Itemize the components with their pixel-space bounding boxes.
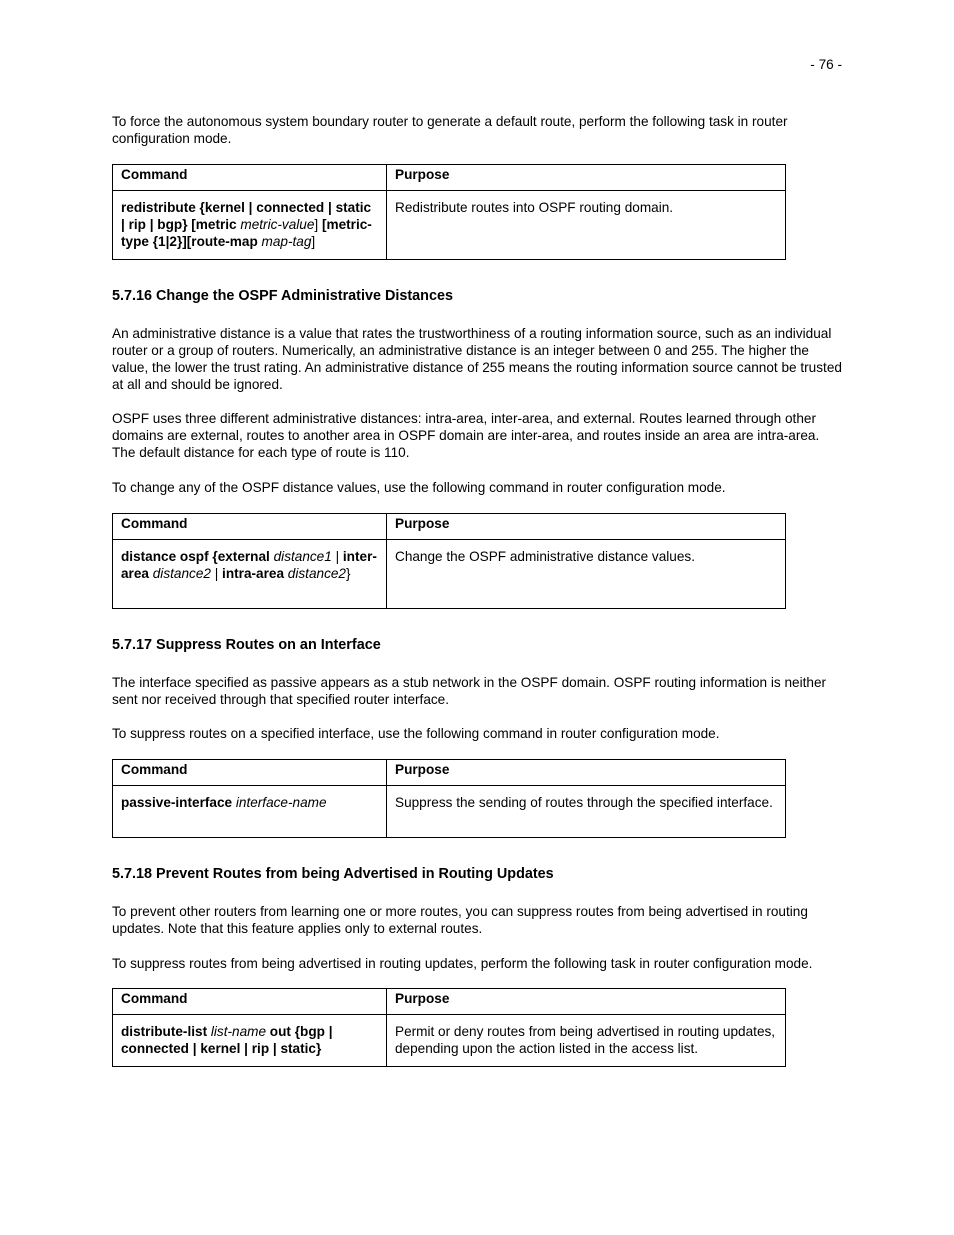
paragraph: To prevent other routers from learning one or more routes, you can suppress routes from being advertised in routing updates. Note that this feature applies only to external routes.	[112, 904, 808, 936]
command-keyword: }	[346, 566, 351, 581]
command-argument: list-name	[210, 1024, 267, 1039]
column-header-purpose: Purpose	[387, 165, 786, 191]
command-table-redistribute	[112, 164, 786, 260]
command-keyword: |	[210, 566, 223, 581]
paragraph: To suppress routes from being advertised in routing updates, perform the following task in router configuration mode.	[112, 956, 813, 971]
page-number: - 76 -	[810, 57, 842, 72]
column-header-command: Command	[113, 165, 387, 191]
command-argument: metric-value	[240, 217, 315, 232]
column-header-command: Command	[113, 989, 387, 1015]
purpose-cell: Suppress the sending of routes through the specified interface.	[387, 786, 786, 838]
column-header-command: Command	[113, 760, 387, 786]
paragraph: An administrative distance is a value that rates the trustworthiness of a routing information source, such as an individual router or a group of routers. Numerically, an administrative distance is an integer between 0 and 255. The higher the value, the lower the trust rating. An administrative distance of 255 means the routing information source cannot be trusted at all and should be ignored.	[112, 326, 842, 392]
column-header-purpose: Purpose	[387, 514, 786, 540]
command-keyword: out {bgp | connected | kernel | rip | static}	[121, 1024, 333, 1056]
command-cell	[113, 191, 387, 260]
paragraph: To change any of the OSPF distance values, use the following command in router configuration mode.	[112, 480, 726, 495]
command-table-distribute-list	[112, 988, 786, 1067]
column-header-purpose: Purpose	[387, 760, 786, 786]
command-cell	[113, 1015, 387, 1067]
paragraph: The interface specified as passive appears as a stub network in the OSPF domain. OSPF routing information is neither sent nor received through that specified router interface.	[112, 675, 827, 707]
command-table-distance	[112, 513, 786, 609]
command-keyword: passive-interface	[121, 795, 236, 810]
command-argument: distance2	[287, 566, 346, 581]
command-keyword: ]	[311, 234, 316, 249]
paragraph: To suppress routes on a specified interface, use the following command in router configuration mode.	[112, 726, 720, 741]
purpose-cell: Change the OSPF administrative distance values.	[387, 540, 786, 609]
command-keyword: inter-area	[121, 549, 377, 581]
command-argument: distance1	[273, 549, 332, 564]
intro-paragraph: To force the autonomous system boundary router to generate a default route, perform the following task in router configuration mode.	[112, 114, 788, 146]
command-keyword: ]	[314, 217, 322, 232]
purpose-cell: Permit or deny routes from being advertised in routing updates, depending upon the action listed in the access list.	[387, 1015, 786, 1067]
purpose-cell: Redistribute routes into OSPF routing domain.	[387, 191, 786, 260]
command-cell	[113, 540, 387, 609]
section-heading-5-7-17: 5.7.17 Suppress Routes on an Interface	[112, 637, 381, 653]
paragraph: OSPF uses three different administrative distances: intra-area, inter-area, and external. Routes learned through other domains are external, routes to another area in OSPF domain are inter-area, and routes inside an area are intra-area. The default distance for each type of route is 110.	[112, 411, 820, 460]
command-keyword: [metric-type {1|2}][route-map	[121, 217, 372, 249]
command-argument: map-tag	[261, 234, 312, 249]
column-header-purpose: Purpose	[387, 989, 786, 1015]
command-argument: interface-name	[235, 795, 327, 810]
command-keyword: intra-area	[222, 566, 285, 581]
command-keyword: distribute-list	[121, 1024, 211, 1039]
command-argument: distance2	[152, 566, 211, 581]
command-keyword: distance ospf {external	[121, 549, 274, 564]
command-keyword: redistribute {kernel | connected | static | rip | bgp} [metric	[121, 200, 372, 232]
column-header-command: Command	[113, 514, 387, 540]
section-heading-5-7-16: 5.7.16 Change the OSPF Administrative Distances	[112, 288, 453, 304]
section-heading-5-7-18: 5.7.18 Prevent Routes from being Advertised in Routing Updates	[112, 866, 554, 882]
command-table-passive-interface	[112, 759, 786, 838]
command-cell	[113, 786, 387, 838]
command-keyword: |	[331, 549, 343, 564]
